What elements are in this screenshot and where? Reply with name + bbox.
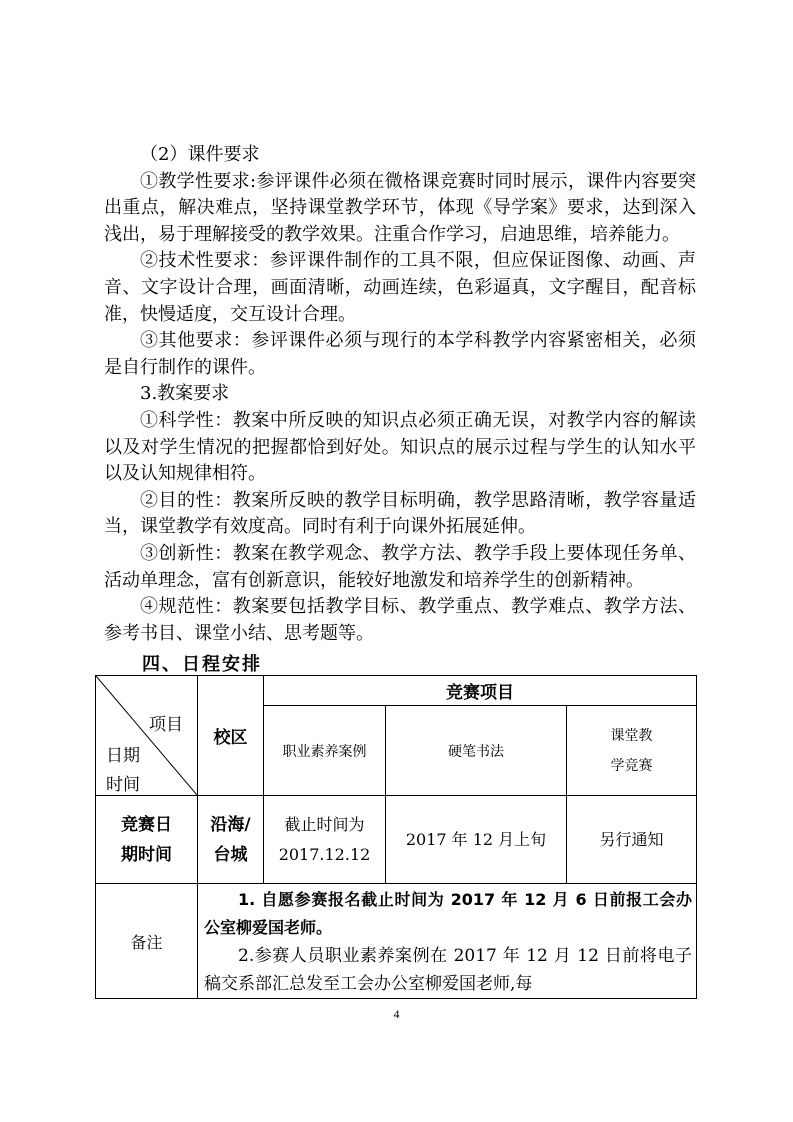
- body-text: [104, 142, 696, 647]
- calligraphy-date-cell: 2017 年 12 月上旬: [386, 796, 567, 884]
- diagonal-header-cell: [96, 676, 198, 796]
- section-heading: 四、日程安排: [142, 654, 262, 675]
- campus-line1: 沿海/: [210, 814, 251, 835]
- career-case-deadline-cell: [264, 796, 386, 884]
- campus-line2: 台城: [213, 844, 248, 865]
- column-classroom-line2: 学竞赛: [610, 757, 653, 774]
- campus-header: 校区: [198, 676, 264, 796]
- paragraph-scientific: ①科学性：教案中所反映的知识点必须正确无误，对教学内容的解读以及对学生情况的把握都恰到好处。知识点的展示过程与学生的认知水平以及认知规律相符。: [104, 409, 696, 485]
- note-label-cell: 备注: [96, 884, 198, 999]
- paragraph-standard: ④规范性：教案要包括教学目标、教学重点、教学难点、教学方法、参考书目、课堂小结、思考题等。: [104, 596, 696, 644]
- campus-cell: [198, 796, 264, 884]
- column-classroom-line1: 课堂教: [610, 727, 653, 744]
- corner-label-time: 时间: [106, 775, 140, 795]
- career-case-deadline-line1: 截止时间为: [284, 814, 365, 834]
- paragraph-innovation: ③创新性：教案在教学观念、教学方法、教学手段上要体现任务单、活动单理念，富有创新意识，能较好地激发和培养学生的创新精神。: [104, 542, 696, 591]
- table-row-notes: [96, 884, 697, 999]
- note-content-cell: [198, 884, 697, 999]
- column-calligraphy: 硬笔书法: [386, 706, 567, 796]
- column-classroom-teaching: [567, 706, 697, 796]
- corner-label-date: 日期: [106, 746, 140, 766]
- table-row: [96, 796, 697, 884]
- table-header-row: [96, 676, 697, 706]
- note-item-1: 1. 自愿参赛报名截止时间为 2017 年 12 月 6 日前报工会办公室柳爱国老师。: [204, 890, 692, 937]
- schedule-table: [95, 675, 697, 999]
- row-label-line1: 竞赛日: [121, 814, 172, 835]
- page-number: 4: [393, 1007, 400, 1021]
- paragraph-technical-requirement: ②技术性要求：参评课件制作的工具不限，但应保证图像、动画、声音、文字设计合理，画面清晰，动画连续，色彩逼真，文字醒目，配音标准，快慢适度，交互设计合理。: [104, 250, 696, 325]
- paragraph-lesson-plan-heading: 3.教案要求: [140, 383, 230, 405]
- competition-header: 竞赛项目: [264, 676, 697, 706]
- classroom-teaching-date-cell: 另行通知: [567, 796, 697, 884]
- paragraph-purpose: ②目的性：教案所反映的教学目标明确，教学思路清晰，教学容量适当，课堂教学有效度高。同时有利于向课外拓展延伸。: [104, 489, 696, 538]
- paragraph-other-requirement: ③其他要求：参评课件必须与现行的本学科教学内容紧密相关，必须是自行制作的课件。: [104, 330, 696, 378]
- row-label-line2: 期时间: [121, 844, 172, 865]
- column-career-case: 职业素养案例: [264, 706, 386, 796]
- paragraph-courseware-heading: （2）课件要求: [140, 144, 260, 165]
- note-item-2: 2.参赛人员职业素养案例在 2017 年 12 月 12 日前将电子稿交系部汇总发至工会办公室柳爱国老师,每: [204, 946, 692, 994]
- paragraph-teaching-requirement: ①教学性要求:参评课件必须在微格课竞赛时同时展示，课件内容要突出重点，解决难点，坚持课堂教学环节，体现《导学案》要求，达到深入浅出，易于理解接受的教学效果。注重合作学习，启迪思维，培养能力。: [104, 170, 696, 245]
- corner-label-item: 项目: [149, 715, 183, 735]
- career-case-deadline-line2: 2017.12.12: [278, 844, 371, 864]
- row-label-cell: [96, 796, 198, 884]
